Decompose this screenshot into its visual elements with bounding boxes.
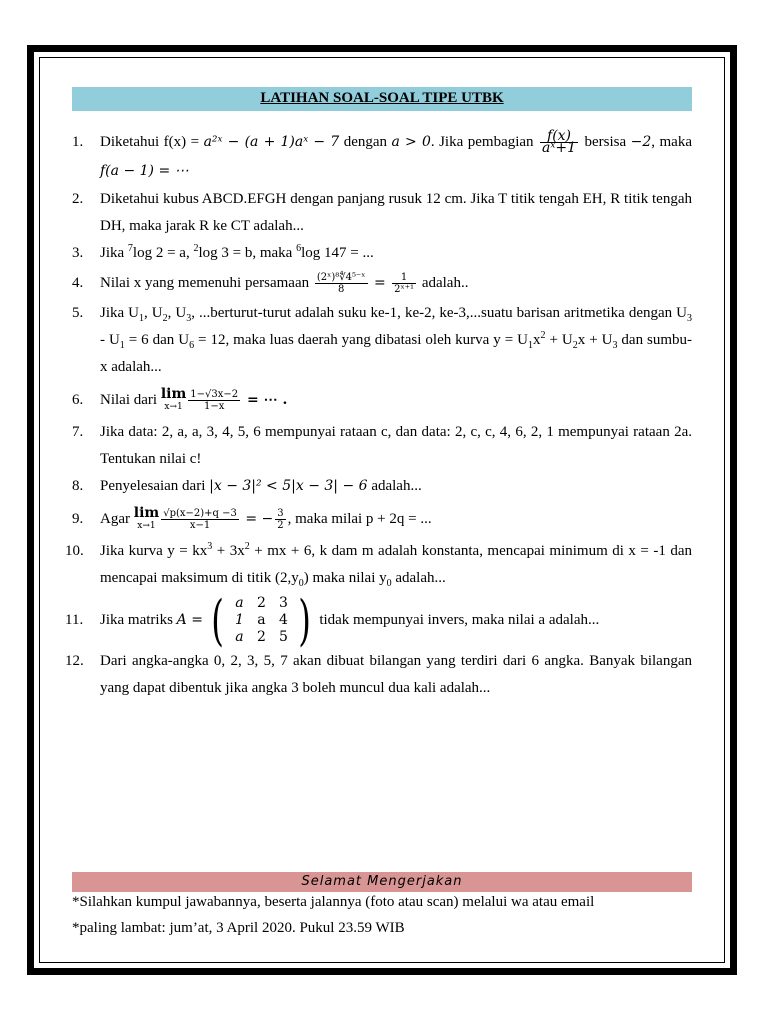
matrix-cell: 2	[257, 595, 266, 612]
question-2: 2. Diketahui kubus ABCD.EFGH dengan panjang rusuk 12 cm. Jika T titik tengah EH, R titik tengah DH, maka jarak R ke CT adalah...	[72, 186, 692, 240]
question-number: 9.	[72, 511, 84, 527]
fraction: $\frac{f(x)}{\text{aˣ+1}}$	[542, 128, 577, 157]
matrix-cell: 3	[279, 595, 288, 612]
closing-banner: Selamat Mengerjakan	[72, 872, 692, 892]
matrix-cell: a	[235, 595, 244, 612]
question-5: 5. Jika $U_1$, $U_2$, $U_3$, ...berturut-turut adalah suku ke-1, ke-2, ke-3,...suatu barisan aritmetika dengan $U_3 - U_1 = 6$ dan $U_6 = 12$, maka luas daerah yang dibatasi oleh kurva $y = U_1x^2 + U_2x + U_3$ dan sumbu-x adalah...	[72, 300, 692, 381]
question-number: 4.	[72, 275, 84, 291]
question-10: 10. Jika kurva $y = kx^3 + 3x^2$ + mx + 6, k dam m adalah konstanta, mencapai minimum di x = -1 dan mencapai maksimum di titik $(2,y_0)$ maka nilai $y_0$ adalah...	[72, 538, 692, 592]
question-number: 6.	[72, 392, 84, 408]
page-title: LATIHAN SOAL-SOAL TIPE UTBK	[72, 87, 692, 111]
question-8: 8. Penyelesaian dari |x − 3|² < 5|x − 3| − 6 adalah...	[72, 473, 692, 500]
deadline-note: *paling lambat: jum’at, 3 April 2020. Pukul 23.59 WIB	[72, 920, 405, 936]
question-11: 11. Jika matriks A = ( a 2 3 1 a 4 a 2 5 ) tidak mempunyai invers, maka nilai a adalah...	[65, 588, 600, 652]
fraction: $\frac{3}{2}$	[277, 508, 284, 532]
question-number: 1.	[72, 134, 84, 150]
question-7: 7. Jika data: 2, a, a, 3, 4, 5, 6 mempunyai rataan c, dan data: 2, c, c, 4, 6, 2, 1 mempunyai rataan 2a. Tentukan nilai c!	[72, 419, 692, 473]
fraction: $\frac{√p(x-2)+q -3}{x-1}$	[163, 508, 237, 532]
question-number: 10.	[65, 543, 84, 559]
matrix-cell: 4	[279, 612, 288, 629]
question-number: 8.	[72, 478, 84, 494]
question-1: 1. Diketahui f(x) = a²ˣ − (a + 1)aˣ − 7 dengan a > 0. Jika pembagian $\frac{f(x)}{\text{aˣ+1}}$ bersisa −2, maka f(a − 1) = ⋯	[72, 128, 692, 179]
matrix-cell: a	[257, 612, 266, 629]
submission-note: *Silahkan kumpul jawabannya, beserta jalannya (foto atau scan) melalui wa atau email	[72, 894, 595, 910]
question-4: 4. Nilai x yang memenuhi persamaan $\frac{\text{(2ˣ)⁸∜4⁵⁻ˣ}}{8}$ = $\frac{1}{\text{2ˣ⁺¹}}$ adalah..	[72, 267, 692, 300]
question-number: 11.	[65, 612, 84, 628]
matrix-cell: 5	[279, 629, 288, 646]
fraction: $\frac{1}{\text{2ˣ⁺¹}}$	[394, 272, 415, 296]
question-number: 7.	[72, 424, 84, 440]
question-3: 3. Jika $^7$log 2 = a, $^2$log 3 = b, maka $^6$log 147 = ...	[72, 240, 692, 267]
fraction: $\frac{1-√3x-2}{1-x}$	[190, 389, 239, 413]
question-9: 9. Agar lim x→1 $\frac{√p(x-2)+q -3}{x-1}$ = − $\frac{3}{2}$ , maka milai p + 2q = ...	[72, 500, 692, 538]
question-list	[65, 128, 693, 702]
question-6: 6. Nilai dari lim x→1 $\frac{1-√3x-2}{1-x}$ = ⋯ .	[72, 381, 692, 419]
question-12: 12. Dari angka-angka 0, 2, 3, 5, 7 akan dibuat bilangan yang terdiri dari 6 angka. Banyak bilangan yang dapat dibentuk jika angka 3 boleh muncul dua kali adalah...	[72, 648, 692, 702]
matrix-cell: a	[235, 629, 244, 646]
matrix-cell: 2	[257, 629, 266, 646]
question-number: 2.	[72, 191, 84, 207]
fraction: $\frac{\text{(2ˣ)⁸∜4⁵⁻ˣ}}{8}$	[316, 272, 366, 296]
limit: lim x→1	[133, 504, 160, 531]
matrix-a: ( a 2 3 1 a 4 a 2 5 )	[211, 588, 312, 652]
question-number: 3.	[72, 245, 84, 261]
matrix-cell: 1	[235, 612, 244, 629]
limit: lim x→1	[160, 385, 187, 412]
question-number: 12.	[65, 653, 84, 669]
question-number: 5.	[72, 305, 84, 321]
